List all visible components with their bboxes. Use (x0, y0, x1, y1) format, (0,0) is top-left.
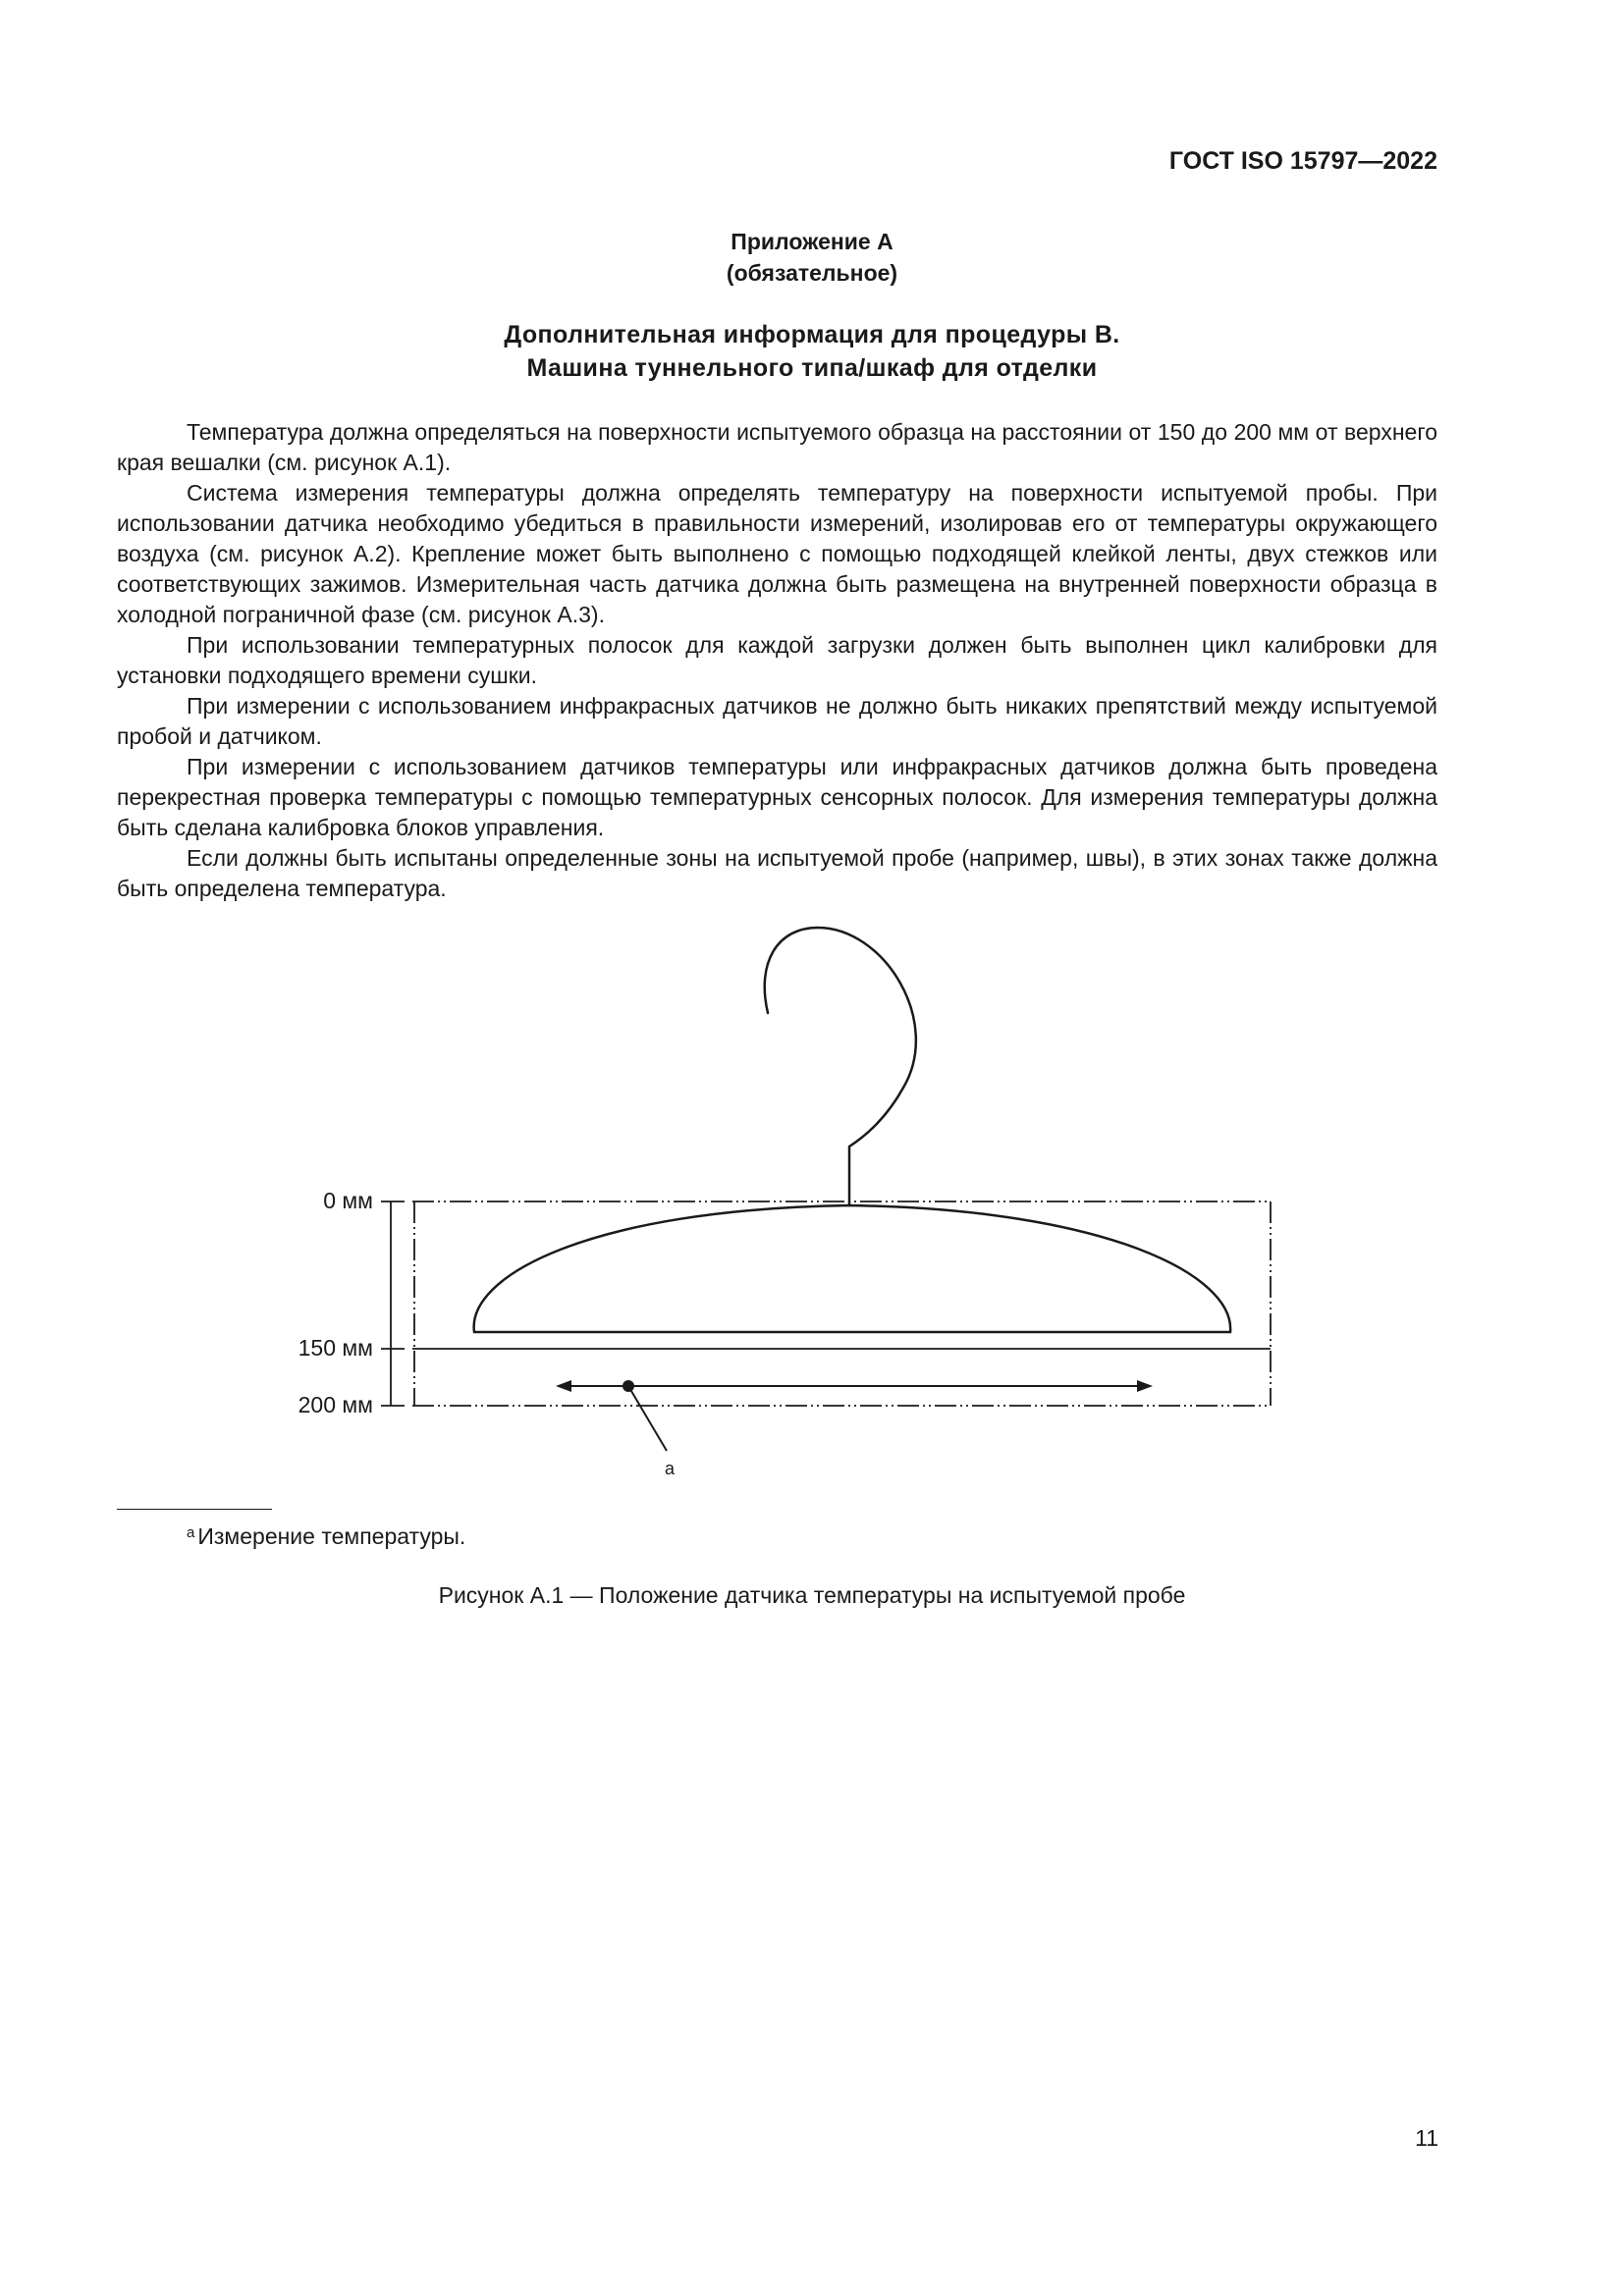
paragraph: Система измерения температуры должна определять температуру на поверхности испытуемой пробы. При использовании датчика необходимо убедиться в правильности измерений, изолировав его от температуры окружающего воздуха (см. рисунок А.2). Крепление может быть выполнено с помощью подходящей клейкой ленты, двух стежков или соответствующих зажимов. Измерительная часть датчика должна быть размещена на внутренней поверхности образца в холодной пограничной фазе (см. рисунок А.3). (117, 480, 1437, 627)
footnote-marker: a (187, 1524, 195, 1541)
label-150mm: 150 мм (298, 1335, 373, 1361)
footnote-divider (117, 1509, 272, 1510)
footnote (187, 1523, 465, 1550)
section-title-line-2: Машина туннельного типа/шкаф для отделки (526, 354, 1098, 382)
measurement-arrow (556, 1380, 1153, 1451)
marker-a: a (664, 1459, 676, 1478)
dimension-scale (381, 1201, 405, 1406)
label-0mm: 0 мм (323, 1188, 373, 1213)
label-200mm: 200 мм (298, 1392, 373, 1417)
figure-caption: Рисунок А.1 — Положение датчика температуры на испытуемой пробе (438, 1582, 1186, 1608)
paragraph: При использовании температурных полосок для каждой загрузки должен быть выполнен цикл калибровки для установки подходящего времени сушки. (117, 632, 1437, 688)
annex-status: (обязательное) (726, 260, 898, 286)
page-number: 11 (1415, 2125, 1438, 2151)
footnote-text: Измерение температуры. (197, 1523, 466, 1549)
paragraph: При измерении с использованием инфракрасных датчиков не должно быть никаких препятствий между испытуемой пробой и датчиком. (117, 693, 1437, 749)
paragraph: Если должны быть испытаны определенные зоны на испытуемой пробе (например, швы), в этих зонах также должна быть определена температура. (117, 845, 1437, 901)
hanger-hook (765, 928, 916, 1205)
annex-title: Приложение А (731, 229, 893, 254)
paragraph: При измерении с использованием датчиков температуры или инфракрасных датчиков должна быть проведена перекрестная проверка температуры с помощью температурных сенсорных полосок. Для измерения температуры должна быть сделана калибровка блоков управления. (117, 754, 1437, 840)
section-title-line-1: Дополнительная информация для процедуры В. (504, 321, 1120, 348)
measurement-zone (412, 1201, 1271, 1406)
document-id: ГОСТ ISO 15797—2022 (1168, 147, 1437, 175)
hanger-body (474, 1205, 1231, 1332)
paragraph: Температура должна определяться на поверхности испытуемого образца на расстоянии от 150 до 200 мм от верхнего края вешалки (см. рисунок А.1). (117, 419, 1437, 475)
